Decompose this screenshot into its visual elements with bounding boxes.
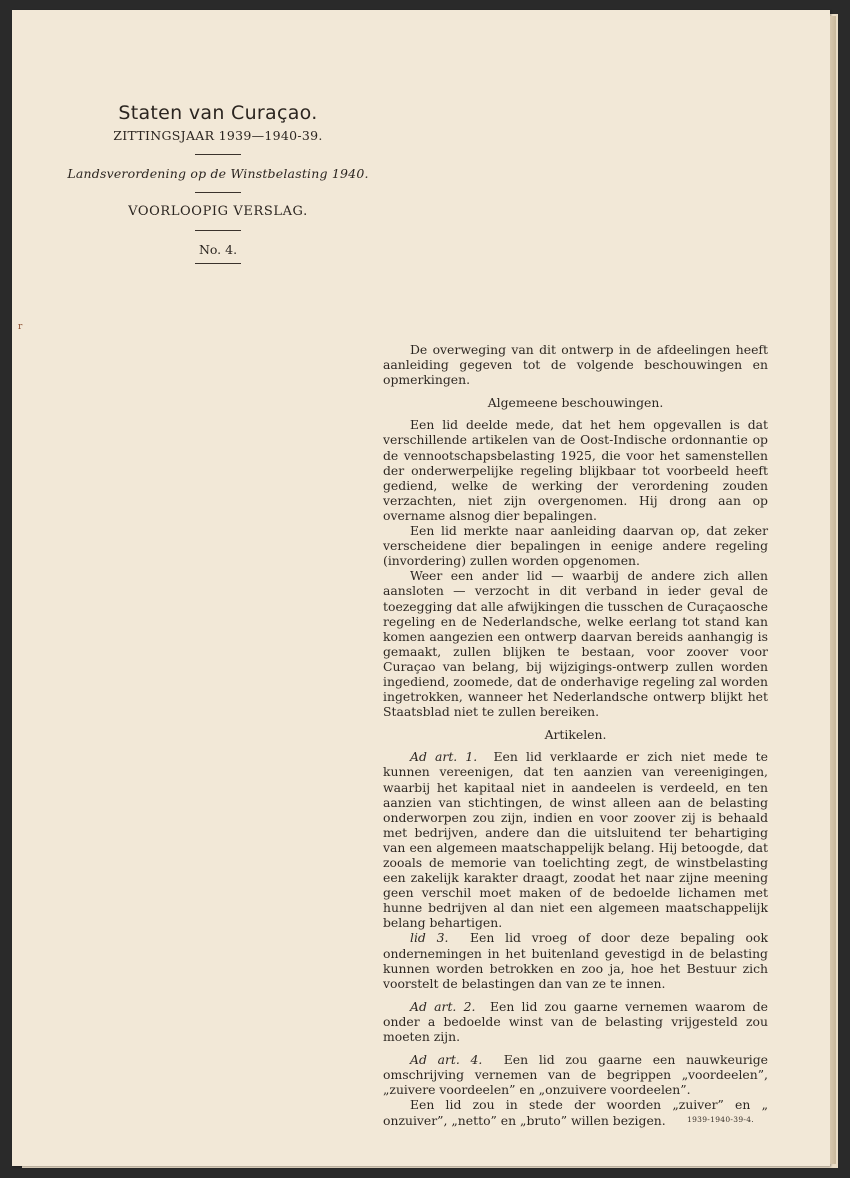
article-2-label: Ad art. 2. [410,998,476,1014]
general-paragraph: Een lid deelde mede, dat het hem opgevallen is dat verschillende artikelen van de Oost-Indische ordonnantie op de vennootschapsbelasting 1925, die voor het samenstellen der onderwerpelijke regeling blijkbaar tot voorbeeld heeft gediend, welke de werking der verordening zouden verzachten, niet zijn overgenomen. Hij drong aan op overname alsnog dier bepalingen. [383,417,768,523]
document-page [12,10,830,1166]
footer-code: 1939-1940-39-4. [687,1115,754,1124]
intro-paragraph: De overweging van dit ontwerp in de afdeelingen heeft aanleiding gegeven tot de volgende beschouwingen en opmerkingen. [383,342,768,388]
page-edge [830,16,836,1164]
general-heading: Algemeene beschouwingen. [487,395,664,411]
lid-3-text: Een lid vroeg of door deze bepaling ook ondernemingen in het buitenland gevestigd in de belasting kunnen worden betrokken en zoo ja, hoe het Bestuur zich voorstelt de belastingen dan van ze te innen. [383,930,768,991]
header-title: Staten van Curaçao. [118,102,318,124]
lid-3-paragraph [383,930,768,990]
divider [195,230,241,231]
article-1-label: Ad art. 1. [410,749,478,765]
margin-mark: r [18,322,23,332]
article-4-paragraph [383,1052,768,1097]
article-1-text: Een lid verklaarde er zich niet mede te kunnen vereenigen, dat ten aanzien van vereenigingen, waarbij het kapitaal niet in aandeelen is verdeeld, en ten aanzien van stichtingen, de winst alleen aan de belasting onderworpen zou zijn, indien en voor zoover zij is behaald met bedrijven, andere dan die uitsluitend ter behartiging van een algemeen maatschappelijk belang. Hij betoogde, dat zooals de memorie van toelichting zegt, de winstbelasting een zakelijk karakter draagt, zoodat het naar zijne meening geen verschil moet maken of de bedoelde lichamen met hunne bedrijven al dan niet een algemeen maatschappelijk belang behartigen. [383,749,768,931]
header-report: VOORLOOPIG VERSLAG. [128,204,308,219]
articles-heading: Artikelen. [544,727,607,743]
document-header [12,102,424,275]
article-1-paragraph [383,749,768,930]
lid-3-label: lid 3. [410,930,449,946]
header-session: ZITTINGSJAAR 1939—1940-39. [113,128,323,143]
header-number: No. 4. [198,242,238,257]
article-2-paragraph [383,999,768,1044]
divider [195,263,241,264]
article-2-text: Een lid zou gaarne vernemen waarom de onder a bedoelde winst van de belasting vrijgesteld zou moeten zijn. [383,998,768,1045]
article-4-extra: Een lid zou in stede der woorden „zuiver” en „ onzuiver”, „netto” en „bruto” willen bezigen. [383,1097,768,1128]
divider [195,154,241,155]
article-4-text: Een lid zou gaarne een nauwkeurige omschrijving vernemen van de begrippen „voordeelen”, „zuivere voordeelen” en „onzuivere voordeelen”. [383,1052,768,1098]
divider [195,192,241,193]
article-4-label: Ad art. 4. [410,1052,483,1068]
report-body [383,342,768,1128]
header-law: Landsverordening op de Winstbelasting 1940. [67,166,369,181]
general-paragraph: Weer een ander lid — waarbij de andere zich allen aansloten — verzocht in dit verband in ieder geval de toezegging dat alle afwijkingen die tusschen de Curaçaosche regeling en de Nederlandsche, welke eerlang tot stand kan komen aangezien een ontwerp daarvan bereids aanhangig is gemaakt, zullen blijken te bestaan, voor zoover voor Curaçao van belang, bij wijzigings-ontwerp zullen worden ingediend, zoomede, dat de onderhavige regeling zal worden ingetrokken, wanneer het Nederlandsche ontwerp blijkt het Staatsblad niet te zullen bereiken. [383,568,768,720]
general-paragraph: Een lid merkte naar aanleiding daarvan op, dat zeker verscheidene dier bepalingen in eenige andere regeling (invordering) zullen worden opgenomen. [383,523,768,569]
